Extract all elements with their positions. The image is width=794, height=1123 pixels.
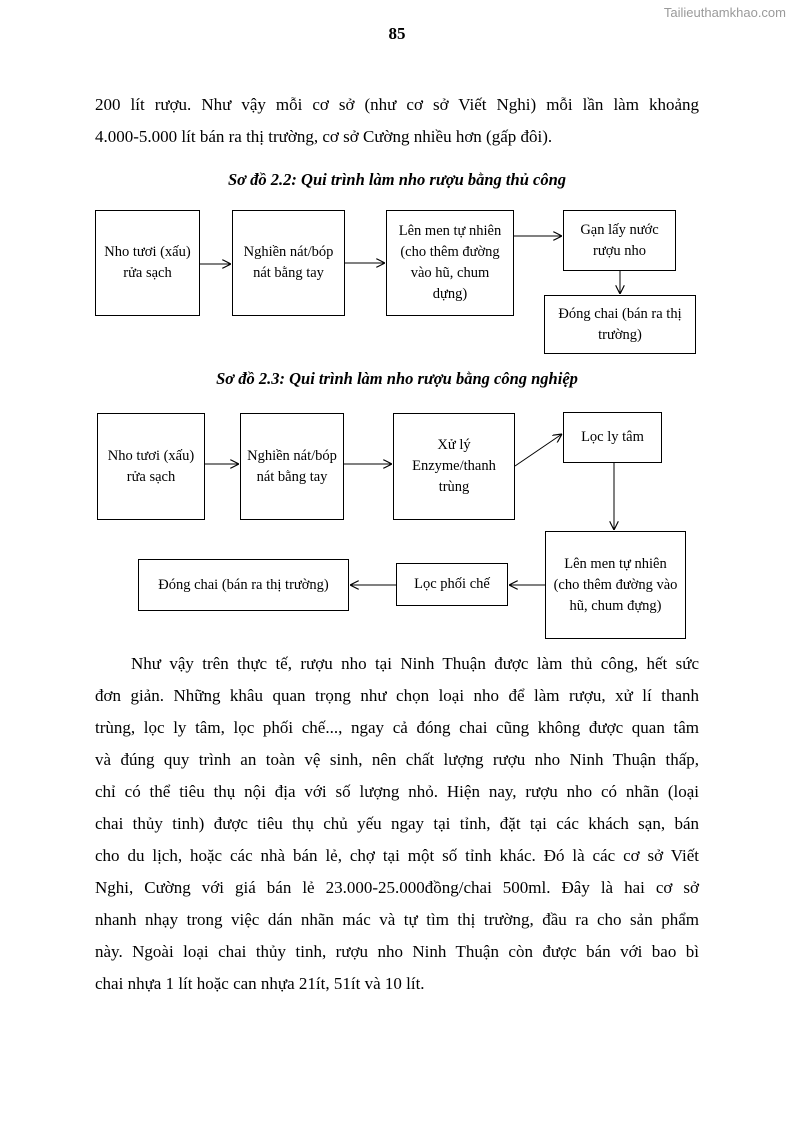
body-line: nhanh nhạy trong việc dán nhãn mác và tự tìm thị trường, đầu ra cho sản phẩm	[95, 910, 699, 929]
body-line: cho du lịch, hoặc các nhà bán lẻ, chợ tại một số tỉnh khác. Đó là các cơ sở Viết	[95, 846, 699, 865]
d1-step-ferment: Lên men tự nhiên (cho thêm đường vào hũ, chum dựng)	[386, 210, 514, 316]
intro-line: 4.000-5.000 lít bán ra thị trường, cơ sở Cường nhiều hơn (gấp đôi).	[95, 127, 553, 146]
body-line: chỉ có thể tiêu thụ nội địa với số lượng nhỏ. Hiện nay, rượu nho có nhãn (loại	[95, 782, 699, 801]
d1-step-fresh-grapes: Nho tươi (xấu) rửa sạch	[95, 210, 200, 316]
d2-step-centrifuge: Lọc ly tâm	[563, 412, 662, 463]
page-number: 85	[388, 24, 406, 43]
watermark: Tailieuthamkhao.com	[663, 5, 786, 20]
d2-step-fresh-grapes: Nho tươi (xấu) rửa sạch	[97, 413, 205, 520]
d2-step-blend-filter: Lọc phối chế	[396, 563, 508, 606]
d2-step-ferment: Lên men tự nhiên (cho thêm đường vào hũ, chum đựng)	[545, 531, 686, 639]
diagram2-caption: Sơ đồ 2.3: Qui trình làm nho rượu bằng công nghiệp	[216, 369, 578, 388]
body-line: trùng, lọc ly tâm, lọc phối chế..., ngay cả đóng chai cũng không được quan tâm	[95, 718, 699, 737]
d1-step-bottle: Đóng chai (bán ra thị trường)	[544, 295, 696, 354]
body-line: đơn giản. Những khâu quan trọng như chọn loại nho để làm rượu, xử lí thanh	[95, 686, 699, 705]
body-line: Nghi, Cường với giá bán lẻ 23.000-25.000đồng/chai 500ml. Đây là hai cơ sở	[95, 878, 699, 897]
intro-line: 200 lít rượu. Như vậy mỗi cơ sở (như cơ sở Viết Nghi) mỗi lần làm khoảng	[95, 95, 699, 114]
d2-arrow	[515, 434, 562, 466]
d2-step-bottle: Đóng chai (bán ra thị trường)	[138, 559, 349, 611]
d2-step-enzyme: Xử lý Enzyme/thanh trùng	[393, 413, 515, 520]
d1-step-crush: Nghiền nát/bóp nát bằng tay	[232, 210, 345, 316]
body-line: này. Ngoài loại chai thủy tinh, rượu nho Ninh Thuận còn được bán với bao bì	[95, 942, 699, 961]
body-line: chai nhựa 1 lít hoặc can nhựa 21ít, 51ít và 10 lít.	[95, 974, 425, 993]
body-paragraph	[95, 648, 699, 1000]
body-line: Như vậy trên thực tế, rượu nho tại Ninh Thuận được làm thủ công, hết sức	[131, 654, 699, 673]
d1-step-decant: Gạn lấy nước rượu nho	[563, 210, 676, 271]
diagram1-caption: Sơ đồ 2.2: Qui trình làm nho rượu bằng thủ công	[228, 170, 566, 189]
body-line: và đúng quy trình an toàn vệ sinh, nên chất lượng rượu nho Ninh Thuận thấp,	[95, 750, 699, 769]
body-line: chai thủy tinh) được tiêu thụ chủ yếu ngay tại tỉnh, đặt tại các khách sạn, bán	[95, 814, 699, 833]
d2-step-crush: Nghiền nát/bóp nát bằng tay	[240, 413, 344, 520]
